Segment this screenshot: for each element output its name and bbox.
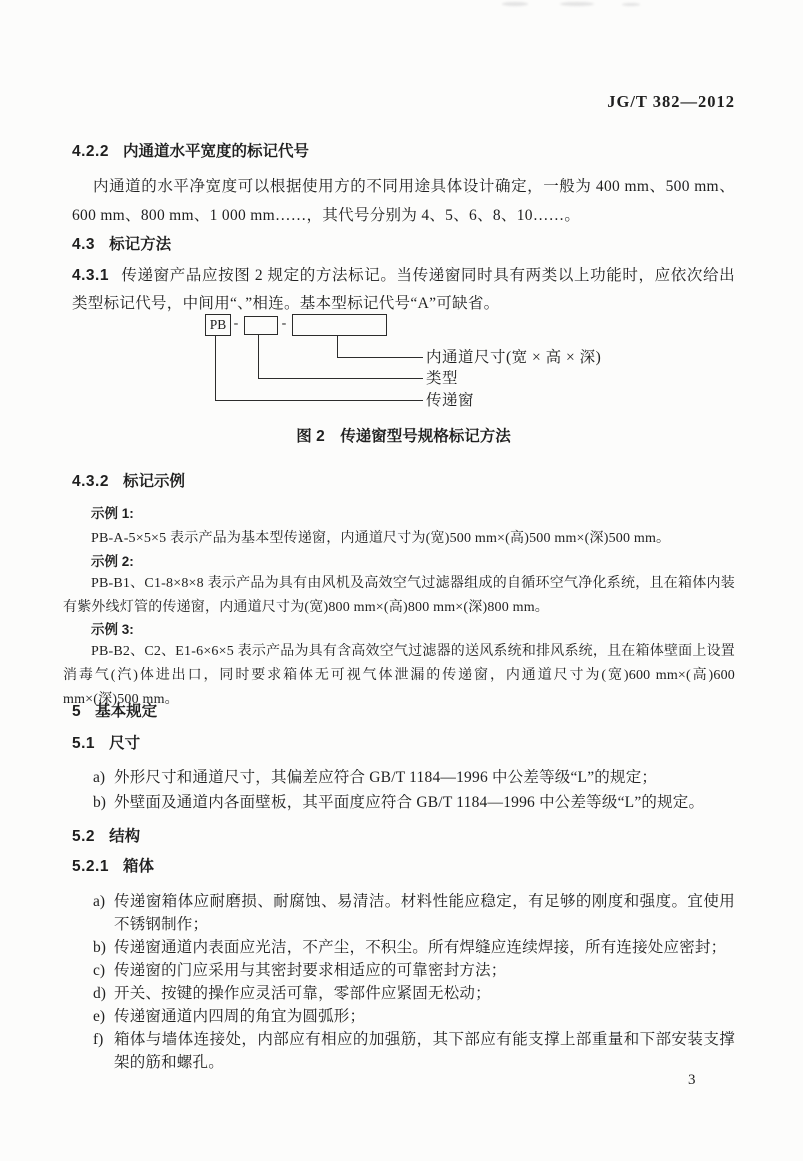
clause-number: 4.3.1 [72, 267, 109, 284]
connector-line [215, 400, 423, 401]
connector-line [215, 335, 216, 401]
heading-title: 标记示例 [122, 473, 185, 490]
list-item-b [93, 936, 735, 959]
list-item-b [93, 790, 735, 815]
figure-label-window: 传递窗 [426, 392, 475, 409]
scan-artifact [560, 2, 594, 6]
heading-number: 5.2 [72, 828, 96, 845]
dash-separator: - [281, 316, 287, 331]
item-label: a) [93, 769, 106, 786]
item-label: d) [93, 985, 106, 1002]
paragraph-4-3-1 [72, 262, 735, 318]
item-label: c) [93, 962, 106, 979]
designation-box-type [244, 316, 278, 335]
heading-5 [72, 703, 735, 721]
example-3-label: 示例 3: [91, 622, 134, 637]
heading-5-2 [72, 828, 735, 846]
paragraph-4-2-2: 内通道的水平净宽度可以根据使用方的不同用途具体设计确定，一般为 400 mm、500 mm、600 mm、800 mm、1 000 mm……，其代号分别为 4、5、6、8、10……。 [72, 178, 735, 224]
heading-title: 结构 [109, 828, 141, 845]
heading-4-2-2 [72, 143, 735, 161]
list-item-d [93, 982, 735, 1005]
item-text: 传递窗通道内四周的角宜为圆弧形； [114, 1008, 366, 1025]
item-text: 箱体与墙体连接处，内部应有相应的加强筋，其下部应有能支撑上部重量和下部安装支撑架的筋和螺孔。 [114, 1031, 735, 1071]
item-label: a) [93, 893, 106, 910]
item-text: 开关、按键的操作应灵活可靠，零部件应紧固无松动； [114, 985, 491, 1002]
heading-4-3 [72, 236, 735, 254]
dash-separator: - [233, 316, 239, 331]
heading-number: 4.3 [72, 236, 96, 253]
item-text: 传递窗通道内表面应光洁，不产尘，不积尘。所有焊缝应连续焊接，所有连接处应密封； [114, 939, 727, 956]
standard-number-header: JG/T 382—2012 [607, 92, 735, 111]
scan-artifact [622, 3, 640, 6]
heading-title: 尺寸 [109, 735, 141, 752]
clause-text: 传递窗产品应按图 2 规定的方法标记。当传递窗同时具有两类以上功能时，应依次给出类型标记代号，中间用“、”相连。基本型标记代号“A”可缺省。 [72, 267, 735, 312]
item-label: b) [93, 794, 106, 811]
heading-number: 5.1 [72, 735, 96, 752]
heading-title: 内通道水平宽度的标记代号 [122, 143, 309, 160]
heading-number: 5.2.1 [72, 858, 109, 875]
figure-label-dimensions: 内通道尺寸(宽 × 高 × 深) [426, 349, 602, 366]
list-5-1 [93, 765, 735, 815]
list-item-e [93, 1005, 735, 1028]
example-1-text: PB-A-5×5×5 表示产品为基本型传递窗，内通道尺寸为(宽)500 mm×(高)500 mm×(深)500 mm。 [91, 531, 671, 546]
heading-title: 基本规定 [95, 703, 158, 720]
list-item-a [93, 765, 735, 790]
item-label: b) [93, 939, 106, 956]
item-label: e) [93, 1008, 106, 1025]
item-text: 传递窗箱体应耐磨损、耐腐蚀、易清洁。材料性能应稳定，有足够的刚度和强度。宜使用不锈钢制作； [114, 893, 735, 933]
heading-number: 4.3.2 [72, 473, 109, 490]
example-2-text: PB-B1、C1-8×8×8 表示产品为具有由风机及高效空气过滤器组成的自循环空气净化系统，且在箱体内装有紫外线灯管的传递窗，内通道尺寸为(宽)800 mm×(高)800 mm×(深)800 mm。 [63, 576, 735, 615]
page-number: 3 [688, 1072, 696, 1088]
list-5-2-1 [93, 890, 735, 1074]
figure-2-caption: 图 2 传递窗型号规格标记方法 [296, 428, 511, 445]
heading-5-2-1 [72, 858, 735, 876]
heading-number: 5 [72, 703, 82, 720]
item-text: 外形尺寸和通道尺寸，其偏差应符合 GB/T 1184—1996 中公差等级“L”的规定； [114, 769, 658, 786]
item-label: f) [93, 1031, 104, 1048]
example-1-label: 示例 1: [91, 506, 134, 521]
heading-number: 4.2.2 [72, 143, 109, 160]
designation-box-pb: PB [205, 314, 231, 336]
connector-line [337, 357, 423, 358]
list-item-f [93, 1028, 735, 1074]
scan-artifact [502, 2, 528, 6]
item-text: 外壁面及通道内各面壁板，其平面度应符合 GB/T 1184—1996 中公差等级“L”的规定。 [114, 794, 705, 811]
figure-label-type: 类型 [426, 370, 459, 387]
item-text: 传递窗的门应采用与其密封要求相适应的可靠密封方法； [114, 962, 507, 979]
figure-2-diagram [72, 312, 735, 416]
connector-line [258, 378, 423, 379]
heading-title: 标记方法 [109, 236, 172, 253]
designation-box-dimensions [292, 314, 387, 336]
example-2-label: 示例 2: [91, 554, 134, 569]
heading-4-3-2 [72, 473, 735, 491]
example-3-text: PB-B2、C2、E1-6×6×5 表示产品为具有含高效空气过滤器的送风系统和排风系统，且在箱体壁面上设置消毒气(汽)体进出口，同时要求箱体无可视气体泄漏的传递窗，内通道尺寸为(宽)600 mm×(高)600 mm×(深)500 mm。 [63, 644, 735, 707]
connector-line [258, 334, 259, 379]
list-item-c [93, 959, 735, 982]
heading-title: 箱体 [122, 858, 154, 875]
heading-5-1 [72, 735, 735, 753]
list-item-a [93, 890, 735, 936]
connector-line [337, 335, 338, 358]
